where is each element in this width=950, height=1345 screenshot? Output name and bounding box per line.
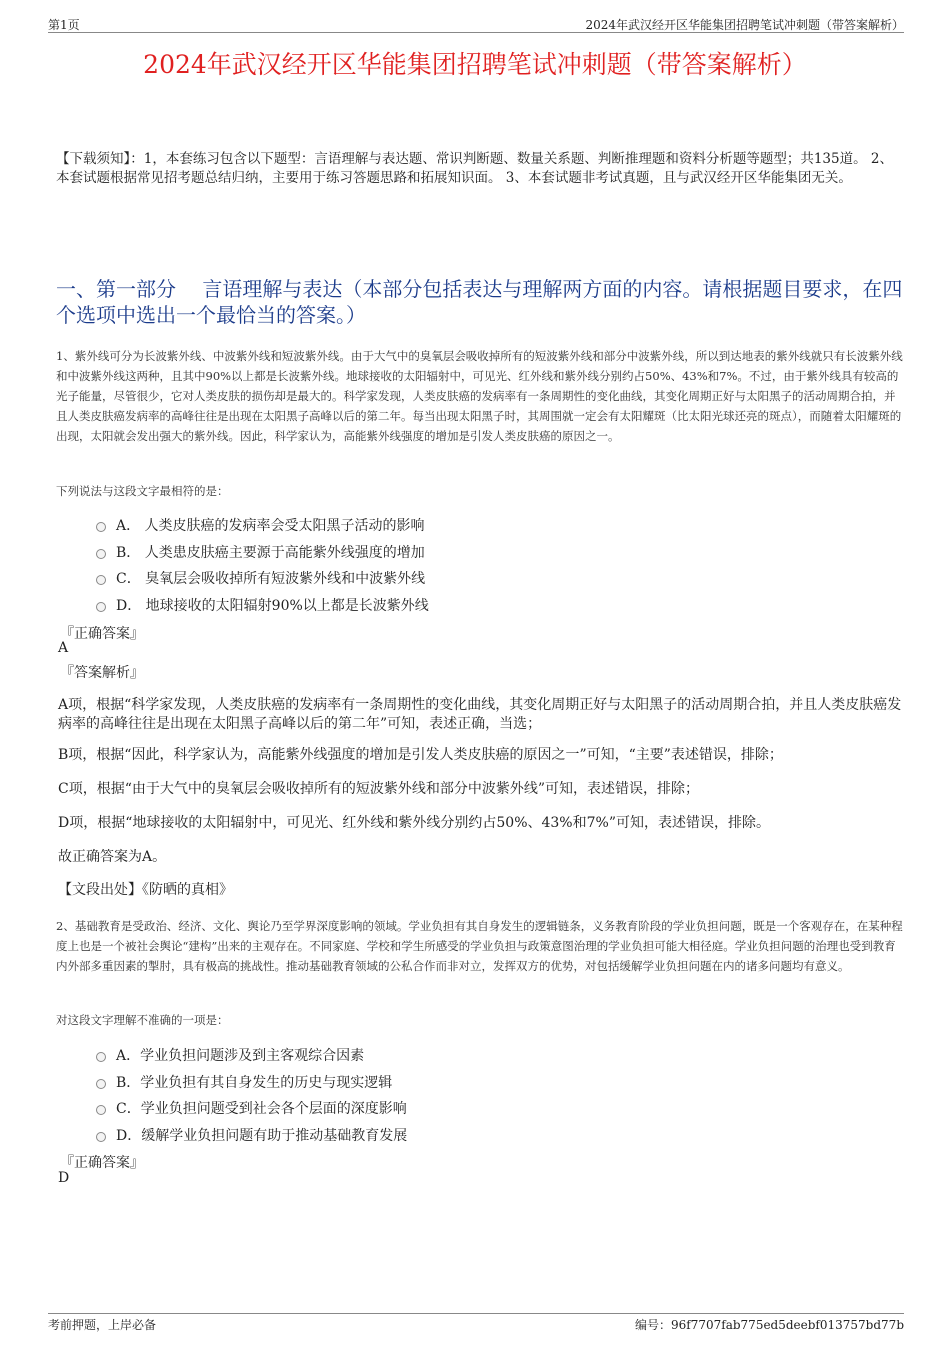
question-2-text: 2、基础教育是受政治、经济、文化、舆论乃至学界深度影响的领域。学业负担有其自身发生的逻辑链条，义务教育阶段的学业负担问题，既是一个客观存在，在某种程度上也是一个被社会舆论“建构”出来的主观存在。不同家庭、学校和学生所感受的学业负担与政策意图治理的学业负担可能大相径庭。学业负担问题的治理也受到教育内外部多重因素的掣肘，具有极高的挑战性。推动基础教育领域的公私合作而非对立，发挥双方的优势，对包括缓解学业负担问题在内的诸多问题均有意义。 (56, 919, 903, 973)
download-notice: 【下载须知】：1，本套练习包含以下题型：言语理解与表达题、常识判断题、数量关系题、判断推理题和资料分析题等题型；共135道。 2、本套试题根据常见招考题总结归纳，主要用于练习答题思路和拓展知识面。 3、本套试题非考试真题，且与武汉经开区华能集团无关。 (56, 151, 893, 186)
answer-label: 『正确答案』 (60, 626, 144, 642)
question-1-options (96, 512, 796, 618)
question-2-prompt: 对这段文字理解不准确的一项是： (56, 1013, 229, 1027)
document-title: 2024年武汉经开区华能集团招聘笔试冲刺题（带答案解析） (143, 50, 807, 79)
option-b[interactable]: B． 人类患皮肤癌主要源于高能紫外线强度的增加 (96, 539, 796, 566)
question-2-options (96, 1042, 796, 1148)
radio-icon[interactable] (96, 1132, 106, 1142)
analysis-conclusion: 故正确答案为A。 (58, 849, 167, 865)
correct-answer: A (58, 640, 69, 656)
radio-icon[interactable] (96, 549, 106, 559)
option-c[interactable]: C． 臭氧层会吸收掉所有短波紫外线和中波紫外线 (96, 565, 796, 592)
radio-icon[interactable] (96, 1079, 106, 1089)
analysis-label: 『答案解析』 (60, 665, 144, 681)
option-d[interactable]: D． 地球接收的太阳辐射90%以上都是长波紫外线 (96, 592, 796, 619)
option-a[interactable]: A．学业负担问题涉及到主客观综合因素 (96, 1042, 796, 1069)
radio-icon[interactable] (96, 575, 106, 585)
radio-icon[interactable] (96, 602, 106, 612)
analysis-a: A项，根据“科学家发现，人类皮肤癌的发病率有一条周期性的变化曲线，其变化周期正好与太阳黑子的活动周期合拍，并且人类皮肤癌发病率的高峰往往是出现在太阳黑子高峰以后的第二年”可知，表述正确，当选； (58, 697, 902, 732)
footer-slogan: 考前押题，上岸必备 (48, 1318, 157, 1332)
option-b[interactable]: B．学业负担有其自身发生的历史与现实逻辑 (96, 1069, 796, 1096)
analysis-b: B项，根据“因此，科学家认为，高能紫外线强度的增加是引发人类皮肤癌的原因之一”可知，“主要”表述错误，排除； (58, 747, 783, 763)
header-doc-title: 2024年武汉经开区华能集团招聘笔试冲刺题（带答案解析） (585, 18, 904, 32)
radio-icon[interactable] (96, 1105, 106, 1115)
answer-label: 『正确答案』 (60, 1155, 144, 1171)
analysis-c: C项，根据“由于大气中的臭氧层会吸收掉所有的短波紫外线和部分中波紫外线”可知，表述错误，排除； (58, 781, 700, 797)
section-heading: 一、第一部分 言语理解与表达（本部分包括表达与理解两方面的内容。请根据题目要求，在四个选项中选出一个最恰当的答案。） (56, 277, 903, 327)
analysis-d: D项，根据“地球接收的太阳辐射中，可见光、红外线和紫外线分别约占50%、43%和7%”可知，表述错误，排除。 (58, 815, 770, 831)
correct-answer: D (58, 1170, 70, 1186)
option-a[interactable]: A． 人类皮肤癌的发病率会受太阳黑子活动的影响 (96, 512, 796, 539)
question-1-text: 1、紫外线可分为长波紫外线、中波紫外线和短波紫外线。由于大气中的臭氧层会吸收掉所有的短波紫外线和部分中波紫外线，所以到达地表的紫外线就只有长波紫外线和中波紫外线这两种，且其中90%以上都是长波紫外线。地球接收的太阳辐射中，可见光、红外线和紫外线分别约占50%、43%和7%。不过，由于紫外线具有较高的光子能量，尽管很少，它对人类皮肤的损伤却是最大的。科学家发现，人类皮肤癌的发病率有一条周期性的变化曲线，其变化周期正好与太阳黑子的活动周期合拍，并且人类皮肤癌发病率的高峰往往是出现在太阳黑子高峰以后的第二年。每当出现太阳黑子时，其周围就一定会有太阳耀斑（比太阳光球还亮的斑点），而随着太阳耀斑的出现，太阳就会发出强大的紫外线。因此，科学家认为，高能紫外线强度的增加是引发人类皮肤癌的原因之一。 (56, 349, 903, 443)
page-header (48, 14, 904, 33)
page-footer (48, 1313, 904, 1332)
radio-icon[interactable] (96, 1052, 106, 1062)
option-d[interactable]: D．缓解学业负担问题有助于推动基础教育发展 (96, 1122, 796, 1149)
document-id: 编号：96f7707fab775ed5deebf013757bd77b (635, 1318, 904, 1332)
radio-icon[interactable] (96, 522, 106, 532)
page-number: 第1页 (48, 18, 80, 32)
source-citation: 【文段出处】《防晒的真相》 (58, 882, 233, 898)
question-1-prompt: 下列说法与这段文字最相符的是： (56, 484, 229, 498)
option-c[interactable]: C．学业负担问题受到社会各个层面的深度影响 (96, 1095, 796, 1122)
